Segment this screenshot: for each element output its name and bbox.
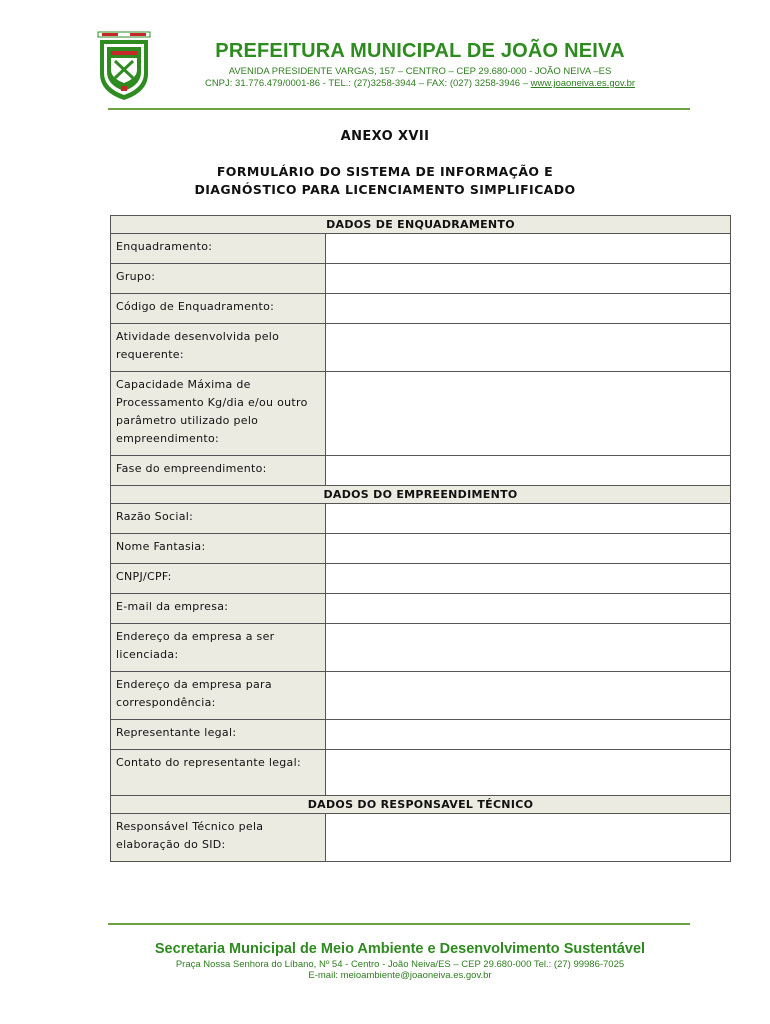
website-link[interactable]: www.joaoneiva.es.gov.br: [530, 78, 636, 89]
field-label-cnpj-cpf: CNPJ/CPF:: [111, 564, 326, 594]
form-row: [111, 504, 731, 534]
form-row: [111, 672, 731, 720]
field-input-representante-legal[interactable]: [326, 720, 731, 750]
municipality-address: AVENIDA PRESIDENTE VARGAS, 157 – CENTRO – CEP 29.680-000 - JOÃO NEIVA –ES: [228, 66, 612, 77]
municipality-contact: [160, 78, 680, 89]
section-heading-responsavel: DADOS DO RESPONSAVEL TÉCNICO: [111, 796, 731, 814]
field-label-endereco-licenciada: Endereço da empresa a ser licenciada:: [111, 624, 326, 672]
form-row: [111, 324, 731, 372]
field-label-email-empresa: E-mail da empresa:: [111, 594, 326, 624]
form-row: [111, 294, 731, 324]
field-label-capacidade: Capacidade Máxima de Processamento Kg/dia e/ou outro parâmetro utilizado pelo empreendimento:: [111, 372, 326, 456]
form-row: [111, 456, 731, 486]
field-input-email-empresa[interactable]: [326, 594, 731, 624]
annex-title: ANEXO XVII: [340, 129, 430, 144]
section-row: [111, 796, 731, 814]
field-input-atividade[interactable]: [326, 324, 731, 372]
field-label-responsavel-tecnico: Responsável Técnico pela elaboração do SID:: [111, 814, 326, 862]
field-input-responsavel-tecnico[interactable]: [326, 814, 731, 862]
field-label-endereco-correspondencia: Endereço da empresa para correspondência:: [111, 672, 326, 720]
field-label-enquadramento: Enquadramento:: [111, 234, 326, 264]
municipality-title: PREFEITURA MUNICIPAL DE JOÃO NEIVA: [215, 40, 625, 62]
field-input-capacidade[interactable]: [326, 372, 731, 456]
field-label-representante-legal: Representante legal:: [111, 720, 326, 750]
field-label-fase: Fase do empreendimento:: [111, 456, 326, 486]
form-row: [111, 720, 731, 750]
form-title-line1: FORMULÁRIO DO SISTEMA DE INFORMAÇÃO E: [216, 164, 554, 179]
form-row: [111, 624, 731, 672]
form-row: [111, 564, 731, 594]
footer-divider: [108, 923, 690, 925]
form-row: [111, 234, 731, 264]
field-input-nome-fantasia[interactable]: [326, 534, 731, 564]
municipal-crest-logo: [96, 30, 152, 102]
section-row: [111, 486, 731, 504]
secretariat-address: Praça Nossa Senhora do Líbano, Nº 54 - Centro - João Neiva/ES – CEP 29.680-000 Tel.: (27) 99986-7025: [175, 959, 625, 970]
form-row: [111, 750, 731, 796]
section-row: [111, 216, 731, 234]
section-heading-enquadramento: DADOS DE ENQUADRAMENTO: [111, 216, 731, 234]
field-input-fase[interactable]: [326, 456, 731, 486]
field-label-razao-social: Razão Social:: [111, 504, 326, 534]
section-heading-empreendimento: DADOS DO EMPREENDIMENTO: [111, 486, 731, 504]
field-label-nome-fantasia: Nome Fantasia:: [111, 534, 326, 564]
form-table: [110, 215, 731, 862]
form-row: [111, 534, 731, 564]
form-row: [111, 264, 731, 294]
secretariat-title: Secretaria Municipal de Meio Ambiente e Desenvolvimento Sustentável: [154, 941, 646, 957]
form-title-line2: DIAGNÓSTICO PARA LICENCIAMENTO SIMPLIFICADO: [194, 182, 576, 197]
header-divider: [108, 108, 690, 110]
field-input-endereco-licenciada[interactable]: [326, 624, 731, 672]
field-label-contato-representante: Contato do representante legal:: [111, 750, 326, 796]
form-row: [111, 814, 731, 862]
field-label-codigo-enquadramento: Código de Enquadramento:: [111, 294, 326, 324]
field-input-endereco-correspondencia[interactable]: [326, 672, 731, 720]
field-input-contato-representante[interactable]: [326, 750, 731, 796]
secretariat-email: E-mail: meioambiente@joaoneiva.es.gov.br: [308, 970, 492, 981]
form-row: [111, 372, 731, 456]
field-input-razao-social[interactable]: [326, 504, 731, 534]
field-label-atividade: Atividade desenvolvida pelo requerente:: [111, 324, 326, 372]
field-input-codigo-enquadramento[interactable]: [326, 294, 731, 324]
field-input-cnpj-cpf[interactable]: [326, 564, 731, 594]
field-input-grupo[interactable]: [326, 264, 731, 294]
form-row: [111, 594, 731, 624]
field-input-enquadramento[interactable]: [326, 234, 731, 264]
field-label-grupo: Grupo:: [111, 264, 326, 294]
contact-details: CNPJ: 31.776.479/0001-86 - TEL.: (27)3258-3944 – FAX: (027) 3258-3946 –: [204, 78, 531, 89]
